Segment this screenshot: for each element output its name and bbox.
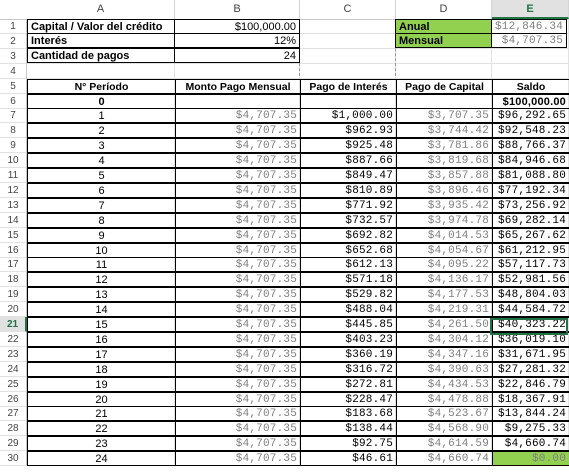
table-cell-r17-c3[interactable]: $4,347.16 bbox=[396, 347, 493, 362]
table-cell-r20-c3[interactable]: $4,478.88 bbox=[396, 392, 493, 407]
table-cell-r13-c0[interactable]: 13 bbox=[27, 287, 176, 302]
table-cell-r9-c0[interactable]: 9 bbox=[27, 228, 176, 243]
table-cell-r22-c4[interactable]: $9,275.33 bbox=[492, 421, 569, 436]
table-cell-r19-c1[interactable]: $4,707.35 bbox=[175, 377, 301, 392]
table-cell-r4-c3[interactable]: $3,819.68 bbox=[396, 153, 493, 168]
grid-cell bbox=[396, 49, 492, 64]
table-cell-r3-c1[interactable]: $4,707.35 bbox=[175, 138, 301, 153]
row-header-28[interactable]: 28 bbox=[0, 421, 27, 436]
table-cell-r16-c2[interactable]: $403.23 bbox=[300, 332, 397, 347]
table-cell-r11-c4[interactable]: $57,117.73 bbox=[492, 257, 569, 272]
table-cell-r23-c0[interactable]: 23 bbox=[27, 436, 176, 451]
table-cell-r22-c1[interactable]: $4,707.35 bbox=[175, 421, 301, 436]
mensual-value[interactable]: $4,707.35 bbox=[491, 33, 567, 48]
column-header-d[interactable]: D bbox=[396, 0, 492, 19]
table-header-4[interactable]: Saldo bbox=[492, 79, 569, 94]
table-cell-r0-c3[interactable] bbox=[396, 94, 493, 109]
table-cell-r17-c1[interactable]: $4,707.35 bbox=[175, 347, 301, 362]
table-cell-r14-c4[interactable]: $44,584.72 bbox=[492, 302, 569, 317]
table-cell-r22-c2[interactable]: $138.44 bbox=[300, 421, 397, 436]
table-cell-r18-c3[interactable]: $4,390.63 bbox=[396, 362, 493, 377]
row-header-11[interactable]: 11 bbox=[0, 168, 27, 183]
table-cell-r12-c2[interactable]: $571.18 bbox=[300, 272, 397, 287]
table-cell-r10-c2[interactable]: $652.68 bbox=[300, 243, 397, 258]
row-header-9[interactable]: 9 bbox=[0, 138, 27, 153]
row-header-10[interactable]: 10 bbox=[0, 153, 27, 168]
table-cell-r5-c4[interactable]: $81,088.80 bbox=[492, 168, 569, 183]
capital-value[interactable]: $100,000.00 bbox=[174, 19, 300, 34]
table-cell-r6-c3[interactable]: $3,896.46 bbox=[396, 183, 493, 198]
grid-cell bbox=[300, 64, 396, 79]
row-header-20[interactable]: 20 bbox=[0, 302, 27, 317]
table-cell-r0-c1[interactable] bbox=[175, 94, 301, 109]
table-cell-r6-c4[interactable]: $77,192.34 bbox=[492, 183, 569, 198]
row-header-2[interactable]: 2 bbox=[0, 34, 27, 49]
table-cell-r11-c0[interactable]: 11 bbox=[27, 257, 176, 272]
grid-cell bbox=[492, 64, 569, 79]
row-header-26[interactable]: 26 bbox=[0, 392, 27, 407]
table-cell-r5-c1[interactable]: $4,707.35 bbox=[175, 168, 301, 183]
table-cell-r24-c3[interactable]: $4,660.74 bbox=[396, 451, 493, 466]
table-header-0[interactable]: N° Período bbox=[27, 79, 176, 94]
grid-cell bbox=[300, 34, 396, 49]
row-header-5[interactable]: 5 bbox=[0, 79, 27, 94]
table-cell-r20-c2[interactable]: $228.47 bbox=[300, 392, 397, 407]
grid-cell bbox=[492, 49, 569, 64]
grid-cell bbox=[300, 19, 396, 34]
table-cell-r18-c4[interactable]: $27,281.32 bbox=[492, 362, 569, 377]
row-header-14[interactable]: 14 bbox=[0, 213, 27, 228]
table-cell-r14-c0[interactable]: 14 bbox=[27, 302, 176, 317]
row-header-4[interactable]: 4 bbox=[0, 64, 27, 79]
table-cell-r12-c1[interactable]: $4,707.35 bbox=[175, 272, 301, 287]
table-cell-r8-c4[interactable]: $69,282.14 bbox=[492, 213, 569, 228]
table-cell-r16-c1[interactable]: $4,707.35 bbox=[175, 332, 301, 347]
grid-cell bbox=[300, 49, 396, 64]
table-cell-r20-c1[interactable]: $4,707.35 bbox=[175, 392, 301, 407]
row-header-6[interactable]: 6 bbox=[0, 94, 27, 109]
table-cell-r18-c0[interactable]: 18 bbox=[27, 362, 176, 377]
table-header-3[interactable]: Pago de Capital bbox=[396, 79, 493, 94]
table-cell-r18-c1[interactable]: $4,707.35 bbox=[175, 362, 301, 377]
table-cell-r0-c4[interactable]: $100,000.00 bbox=[492, 94, 569, 109]
table-cell-r1-c1[interactable]: $4,707.35 bbox=[175, 108, 301, 123]
pagos-label[interactable]: Cantidad de pagos bbox=[27, 48, 175, 63]
table-cell-r15-c2[interactable]: $445.85 bbox=[300, 317, 397, 332]
table-cell-r14-c2[interactable]: $488.04 bbox=[300, 302, 397, 317]
row-header-1[interactable]: 1 bbox=[0, 19, 27, 34]
table-cell-r8-c3[interactable]: $3,974.78 bbox=[396, 213, 493, 228]
row-header-17[interactable]: 17 bbox=[0, 257, 27, 272]
table-cell-r7-c2[interactable]: $771.92 bbox=[300, 198, 397, 213]
table-cell-r22-c0[interactable]: 22 bbox=[27, 421, 176, 436]
grid-cell bbox=[175, 64, 300, 79]
table-cell-r19-c4[interactable]: $22,846.79 bbox=[492, 377, 569, 392]
table-cell-r5-c3[interactable]: $3,857.88 bbox=[396, 168, 493, 183]
grid-cell bbox=[27, 64, 175, 79]
table-cell-r0-c2[interactable] bbox=[300, 94, 397, 109]
row-header-23[interactable]: 23 bbox=[0, 347, 27, 362]
table-cell-r12-c4[interactable]: $52,981.56 bbox=[492, 272, 569, 287]
table-cell-r16-c4[interactable]: $36,019.10 bbox=[492, 332, 569, 347]
table-cell-r3-c2[interactable]: $925.48 bbox=[300, 138, 397, 153]
table-cell-r15-c3[interactable]: $4,261.50 bbox=[396, 317, 493, 332]
table-cell-r20-c4[interactable]: $18,367.91 bbox=[492, 392, 569, 407]
interes-label[interactable]: Interés bbox=[27, 33, 175, 48]
table-cell-r14-c1[interactable]: $4,707.35 bbox=[175, 302, 301, 317]
table-cell-r13-c3[interactable]: $4,177.53 bbox=[396, 287, 493, 302]
table-cell-r8-c1[interactable]: $4,707.35 bbox=[175, 213, 301, 228]
column-headers bbox=[0, 0, 569, 20]
row-header-16[interactable]: 16 bbox=[0, 243, 27, 258]
table-cell-r10-c3[interactable]: $4,054.67 bbox=[396, 243, 493, 258]
table-cell-r24-c1[interactable]: $4,707.35 bbox=[175, 451, 301, 466]
table-cell-r22-c3[interactable]: $4,568.90 bbox=[396, 421, 493, 436]
table-cell-r3-c3[interactable]: $3,781.86 bbox=[396, 138, 493, 153]
row-header-22[interactable]: 22 bbox=[0, 332, 27, 347]
anual-value[interactable]: $12,846.34 bbox=[491, 19, 567, 34]
row-header-15[interactable]: 15 bbox=[0, 228, 27, 243]
row-header-24[interactable]: 24 bbox=[0, 362, 27, 377]
table-cell-r13-c4[interactable]: $48,804.03 bbox=[492, 287, 569, 302]
table-cell-r16-c0[interactable]: 16 bbox=[27, 332, 176, 347]
table-cell-r8-c0[interactable]: 8 bbox=[27, 213, 176, 228]
row-header-7[interactable]: 7 bbox=[0, 108, 27, 123]
table-cell-r21-c2[interactable]: $183.68 bbox=[300, 406, 397, 421]
column-header-a[interactable]: A bbox=[27, 0, 175, 19]
table-cell-r19-c2[interactable]: $272.81 bbox=[300, 377, 397, 392]
table-cell-r11-c1[interactable]: $4,707.35 bbox=[175, 257, 301, 272]
table-cell-r11-c2[interactable]: $612.13 bbox=[300, 257, 397, 272]
table-cell-r21-c3[interactable]: $4,523.67 bbox=[396, 406, 493, 421]
table-cell-r9-c3[interactable]: $4,014.53 bbox=[396, 228, 493, 243]
active-cell-selection[interactable] bbox=[490, 318, 568, 335]
table-cell-r16-c3[interactable]: $4,304.12 bbox=[396, 332, 493, 347]
mensual-label[interactable]: Mensual bbox=[395, 33, 492, 48]
row-header-19[interactable]: 19 bbox=[0, 287, 27, 302]
column-header-e[interactable]: E bbox=[492, 0, 569, 19]
table-header-2[interactable]: Pago de Interés bbox=[300, 79, 397, 94]
table-cell-r12-c3[interactable]: $4,136.17 bbox=[396, 272, 493, 287]
table-cell-r2-c0[interactable]: 2 bbox=[27, 123, 176, 138]
column-header-b[interactable]: B bbox=[175, 0, 300, 19]
table-cell-r9-c4[interactable]: $65,267.62 bbox=[492, 228, 569, 243]
table-cell-r17-c4[interactable]: $31,671.95 bbox=[492, 347, 569, 362]
table-cell-r0-c0[interactable]: 0 bbox=[27, 94, 176, 109]
grid-cell bbox=[396, 64, 492, 79]
table-cell-r21-c0[interactable]: 21 bbox=[27, 406, 176, 421]
table-cell-r5-c0[interactable]: 5 bbox=[27, 168, 176, 183]
row-header-27[interactable]: 27 bbox=[0, 406, 27, 421]
column-header-c[interactable]: C bbox=[300, 0, 396, 19]
table-cell-r3-c0[interactable]: 3 bbox=[27, 138, 176, 153]
table-header-1[interactable]: Monto Pago Mensual bbox=[175, 79, 301, 94]
table-cell-r19-c3[interactable]: $4,434.53 bbox=[396, 377, 493, 392]
table-cell-r4-c0[interactable]: 4 bbox=[27, 153, 176, 168]
table-cell-r15-c0[interactable]: 15 bbox=[27, 317, 176, 332]
table-cell-r9-c1[interactable]: $4,707.35 bbox=[175, 228, 301, 243]
table-cell-r4-c1[interactable]: $4,707.35 bbox=[175, 153, 301, 168]
table-cell-r1-c3[interactable]: $3,707.35 bbox=[396, 108, 493, 123]
anual-label[interactable]: Anual bbox=[395, 19, 492, 34]
row-header-3[interactable]: 3 bbox=[0, 49, 27, 64]
table-cell-r12-c0[interactable]: 12 bbox=[27, 272, 176, 287]
table-cell-r14-c3[interactable]: $4,219.31 bbox=[396, 302, 493, 317]
table-cell-r7-c4[interactable]: $73,256.92 bbox=[492, 198, 569, 213]
table-cell-r11-c3[interactable]: $4,095.22 bbox=[396, 257, 493, 272]
table-cell-r8-c2[interactable]: $732.57 bbox=[300, 213, 397, 228]
table-cell-r17-c0[interactable]: 17 bbox=[27, 347, 176, 362]
table-cell-r2-c1[interactable]: $4,707.35 bbox=[175, 123, 301, 138]
table-cell-r24-c0[interactable]: 24 bbox=[27, 451, 176, 466]
table-cell-r7-c0[interactable]: 7 bbox=[27, 198, 176, 213]
table-cell-r10-c4[interactable]: $61,212.95 bbox=[492, 243, 569, 258]
table-cell-r10-c1[interactable]: $4,707.35 bbox=[175, 243, 301, 258]
table-cell-r23-c4[interactable]: $4,660.74 bbox=[492, 436, 569, 451]
table-cell-r4-c4[interactable]: $84,946.68 bbox=[492, 153, 569, 168]
table-cell-r6-c0[interactable]: 6 bbox=[27, 183, 176, 198]
table-cell-r2-c4[interactable]: $92,548.23 bbox=[492, 123, 569, 138]
table-cell-r15-c1[interactable]: $4,707.35 bbox=[175, 317, 301, 332]
table-cell-r24-c4[interactable]: $0.00 bbox=[492, 451, 569, 466]
table-cell-r13-c1[interactable]: $4,707.35 bbox=[175, 287, 301, 302]
table-cell-r21-c1[interactable]: $4,707.35 bbox=[175, 406, 301, 421]
table-cell-r15-c4[interactable]: $40,323.22 bbox=[492, 317, 569, 332]
table-cell-r6-c2[interactable]: $810.89 bbox=[300, 183, 397, 198]
table-cell-r1-c0[interactable]: 1 bbox=[27, 108, 176, 123]
row-header-8[interactable]: 8 bbox=[0, 123, 27, 138]
table-cell-r13-c2[interactable]: $529.82 bbox=[300, 287, 397, 302]
table-cell-r7-c3[interactable]: $3,935.42 bbox=[396, 198, 493, 213]
table-cell-r24-c2[interactable]: $46.61 bbox=[300, 451, 397, 466]
table-cell-r1-c4[interactable]: $96,292.65 bbox=[492, 108, 569, 123]
table-cell-r3-c4[interactable]: $88,766.37 bbox=[492, 138, 569, 153]
table-cell-r23-c1[interactable]: $4,707.35 bbox=[175, 436, 301, 451]
row-header-12[interactable]: 12 bbox=[0, 183, 27, 198]
table-cell-r10-c0[interactable]: 10 bbox=[27, 243, 176, 258]
pagos-value[interactable]: 24 bbox=[174, 48, 300, 63]
table-cell-r2-c3[interactable]: $3,744.42 bbox=[396, 123, 493, 138]
table-cell-r2-c2[interactable]: $962.93 bbox=[300, 123, 397, 138]
table-cell-r9-c2[interactable]: $692.82 bbox=[300, 228, 397, 243]
table-cell-r23-c2[interactable]: $92.75 bbox=[300, 436, 397, 451]
table-cell-r21-c4[interactable]: $13,844.24 bbox=[492, 406, 569, 421]
row-header-13[interactable]: 13 bbox=[0, 198, 27, 213]
table-cell-r6-c1[interactable]: $4,707.35 bbox=[175, 183, 301, 198]
row-header-25[interactable]: 25 bbox=[0, 377, 27, 392]
row-header-29[interactable]: 29 bbox=[0, 436, 27, 451]
table-cell-r5-c2[interactable]: $849.47 bbox=[300, 168, 397, 183]
row-header-30[interactable]: 30 bbox=[0, 451, 27, 466]
interes-value[interactable]: 12% bbox=[174, 33, 300, 48]
row-header-21[interactable]: 21 bbox=[0, 317, 27, 332]
row-header-18[interactable]: 18 bbox=[0, 272, 27, 287]
table-cell-r19-c0[interactable]: 19 bbox=[27, 377, 176, 392]
table-cell-r4-c2[interactable]: $887.66 bbox=[300, 153, 397, 168]
table-cell-r20-c0[interactable]: 20 bbox=[27, 392, 176, 407]
table-cell-r18-c2[interactable]: $316.72 bbox=[300, 362, 397, 377]
table-cell-r1-c2[interactable]: $1,000.00 bbox=[300, 108, 397, 123]
capital-label[interactable]: Capital / Valor del crédito bbox=[27, 19, 175, 34]
table-cell-r7-c1[interactable]: $4,707.35 bbox=[175, 198, 301, 213]
table-cell-r17-c2[interactable]: $360.19 bbox=[300, 347, 397, 362]
table-cell-r23-c3[interactable]: $4,614.59 bbox=[396, 436, 493, 451]
